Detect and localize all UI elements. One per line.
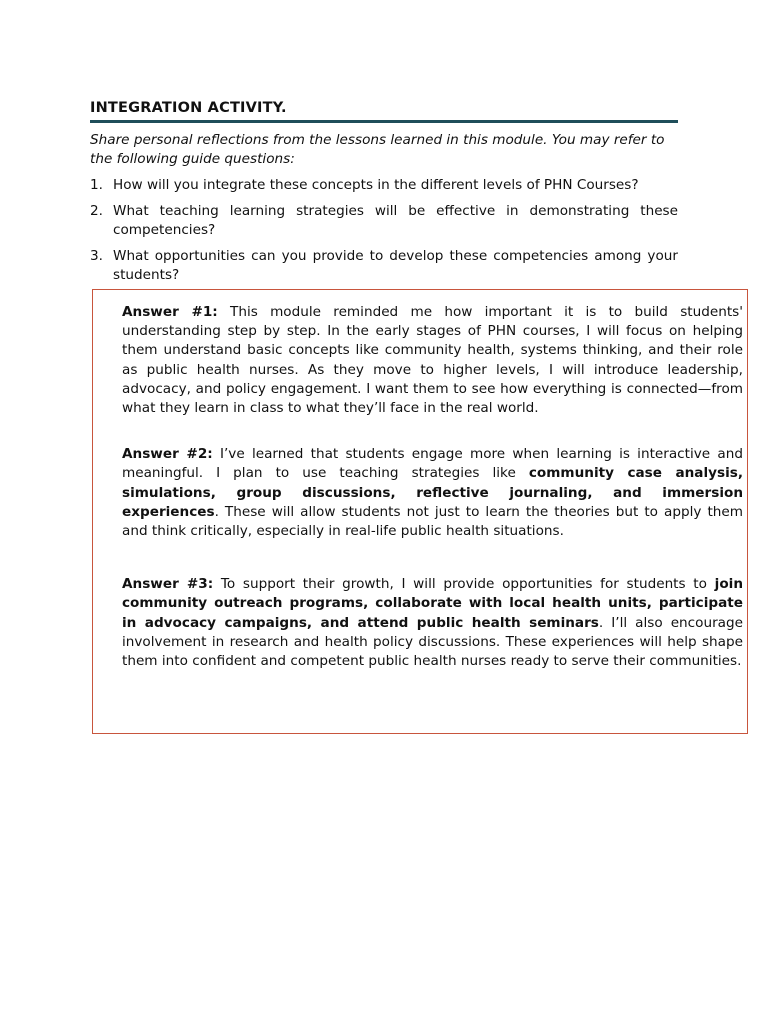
answer-1: [122, 303, 743, 418]
answer-2-text-after: . These will allow students not just to learn the theories but to apply them and think critically, especially in real-life public health situations.: [122, 503, 743, 540]
activity-section: [90, 100, 678, 292]
list-item: [90, 247, 678, 285]
question-number: 1.: [90, 177, 103, 193]
answer-1-label: Answer #1:: [122, 304, 218, 320]
answer-3-opportunities: join community outreach programs, collaborate with local health units, participate in advocacy campaigns, and attend public health seminars: [122, 576, 743, 631]
question-text: What opportunities can you provide to develop these competencies among your students?: [113, 248, 678, 283]
section-heading: INTEGRATION ACTIVITY.: [90, 100, 678, 123]
answers-content: [122, 303, 743, 671]
question-number: 3.: [90, 248, 103, 264]
answer-1-text: This module reminded me how important it is to build students' understanding step by step. In the early stages of PHN courses, I will focus on helping them understand basic concepts like community health, systems thinking, and their role as public health nurses. As they move to higher levels, I will introduce leadership, advocacy, and policy engagement. I want them to see how everything is connected—from what they learn in class to what they’ll face in the real world.: [122, 304, 743, 417]
answer-2-text-before: I’ve learned that students engage more when learning is interactive and meaningful. I plan to use teaching strategies like: [122, 446, 743, 482]
answer-3-label: Answer #3:: [122, 576, 214, 593]
intro-text: Share personal reflections from the lessons learned in this module. You may refer to the following guide questions:: [90, 132, 665, 167]
answer-2-label: Answer #2:: [122, 446, 213, 463]
answer-3-text-after: . I’ll also encourage involvement in research and health policy discussions. These experiences will help shape them into confident and competent public health nurses ready to serve their communities.: [122, 614, 743, 670]
question-number: 2.: [90, 203, 103, 219]
question-text: What teaching learning strategies will be effective in demonstrating these competencies?: [113, 203, 678, 238]
answer-3-text-before: To support their growth, I will provide opportunities for students to: [213, 576, 715, 593]
list-item: [90, 202, 678, 240]
answer-3: [122, 575, 743, 671]
answer-2-strategies: community case analysis, simulations, group discussions, reflective journaling, and immersion experiences: [122, 465, 743, 520]
list-item: [90, 176, 678, 195]
question-text: How will you integrate these concepts in the different levels of PHN Courses?: [113, 177, 639, 193]
answer-2: [122, 445, 743, 541]
guide-questions: [90, 176, 678, 285]
